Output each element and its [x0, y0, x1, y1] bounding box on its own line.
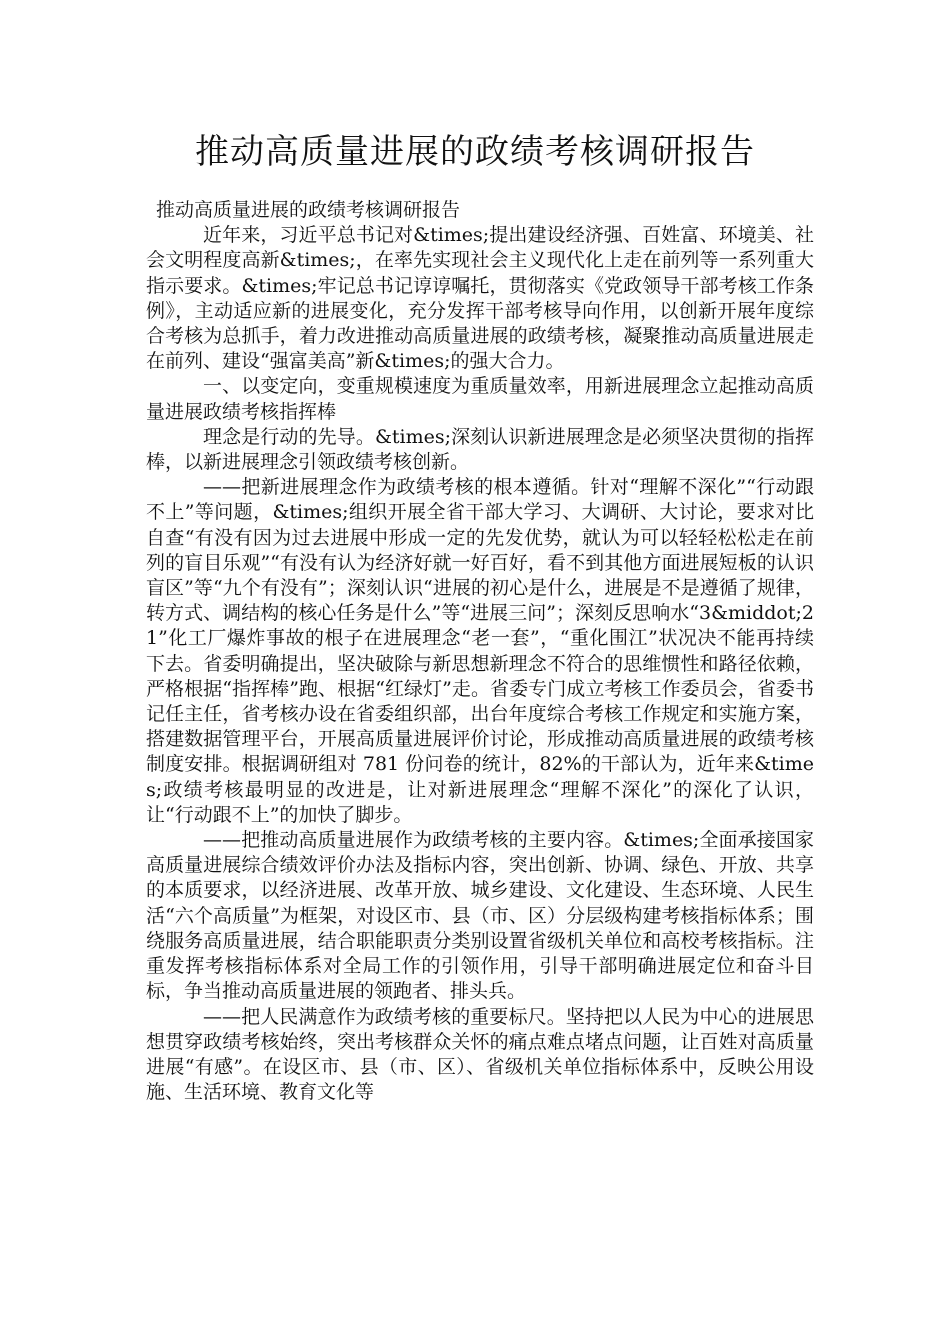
paragraph-high-quality-content: ——把推动高质量进展作为政绩考核的主要内容。&times;全面承接国家高质量进展综合绩效评价办法及指标内容，突出创新、协调、绿色、开放、共享的本质要求，以经济进展、改革开放、城乡建设、文化建设、生态环境、人民生活“六个高质量”为框架，对设区市、县（市、区）分层级构建考核指标体系；围绕服务高质量进展，结合职能职责分类别设置省级机关单位和高校考核指标。注重发挥考核指标体系对全局工作的引领作用，引导干部明确进展定位和奋斗目标，争当推动高质量进展的领跑者、排头兵。: [146, 829, 814, 1003]
paragraph-concept: 理念是行动的先导。&times;深刻认识新进展理念是必须坚决贯彻的指挥棒，以新进展理念引领政绩考核创新。: [146, 425, 814, 474]
document-body: [146, 198, 814, 1105]
document-title: 推动高质量进展的政绩考核调研报告: [195, 132, 755, 172]
section-heading-1: 一、以变定向，变重规模速度为重质量效率，用新进展理念立起推动高质量进展政绩考核指挥棒: [146, 375, 814, 423]
paragraph-intro: 近年来，习近平总书记对&times;提出建设经济强、百姓富、环境美、社会文明程度高新&times;，在率先实现社会主义现代化上走在前列等一系列重大指示要求。&times;牢记总书记谆谆嘱托，贯彻落实《党政领导干部考核工作条例》，主动适应新的进展变化，充分发挥干部考核导向作用，以创新开展年度综合考核为总抓手，着力改进推动高质量进展的政绩考核，凝聚推动高质量进展走在前列、建设“强富美高”新&times;的强大合力。: [146, 224, 814, 373]
paragraph-new-development-concept: ——把新进展理念作为政绩考核的根本遵循。针对“理解不深化”“行动跟不上”等问题，&times;组织开展全省干部大学习、大调研、大讨论，要求对比自查“有没有因为过去进展中形成一定的先发优势，就认为可以轻轻松松走在前列的盲目乐观”“有没有认为经济好就一好百好，看不到其他方面进展短板的认识盲区”等“九个有没有”；深刻认识“进展的初心是什么，进展是不是遵循了规律，转方式、调结构的核心任务是什么”等“进展三问”；深刻反思响水“3&middot;21”化工厂爆炸事故的根子在进展理念“老一套”，“重化围江”状况决不能再持续下去。省委明确提出，坚决破除与新思想新理念不符合的思维惯性和路径依赖，严格根据“指挥棒”跑、根据“红绿灯”走。省委专门成立考核工作委员会，省委书记任主任，省考核办设在省委组织部，出台年度综合考核工作规定和实施方案，搭建数据管理平台，开展高质量进展评价讨论，形成推动高质量进展的政绩考核制度安排。根据调研组对 781 份问卷的统计，82%的干部认为，近年来&times;政绩考核最明显的改进是，让对新进展理念“理解不深化”的深化了认识，让“行动跟不上”的加快了脚步。: [146, 476, 814, 826]
paragraph-people-satisfaction: ——把人民满意作为政绩考核的重要标尺。坚持把以人民为中心的进展思想贯穿政绩考核始终，突出考核群众关怀的痛点难点堵点问题，让百姓对高质量进展“有感”。在设区市、县（市、区）、省级机关单位指标体系中，反映公用设施、生活环境、教育文化等: [146, 1005, 814, 1104]
document-subtitle: 推动高质量进展的政绩考核调研报告: [156, 199, 461, 221]
